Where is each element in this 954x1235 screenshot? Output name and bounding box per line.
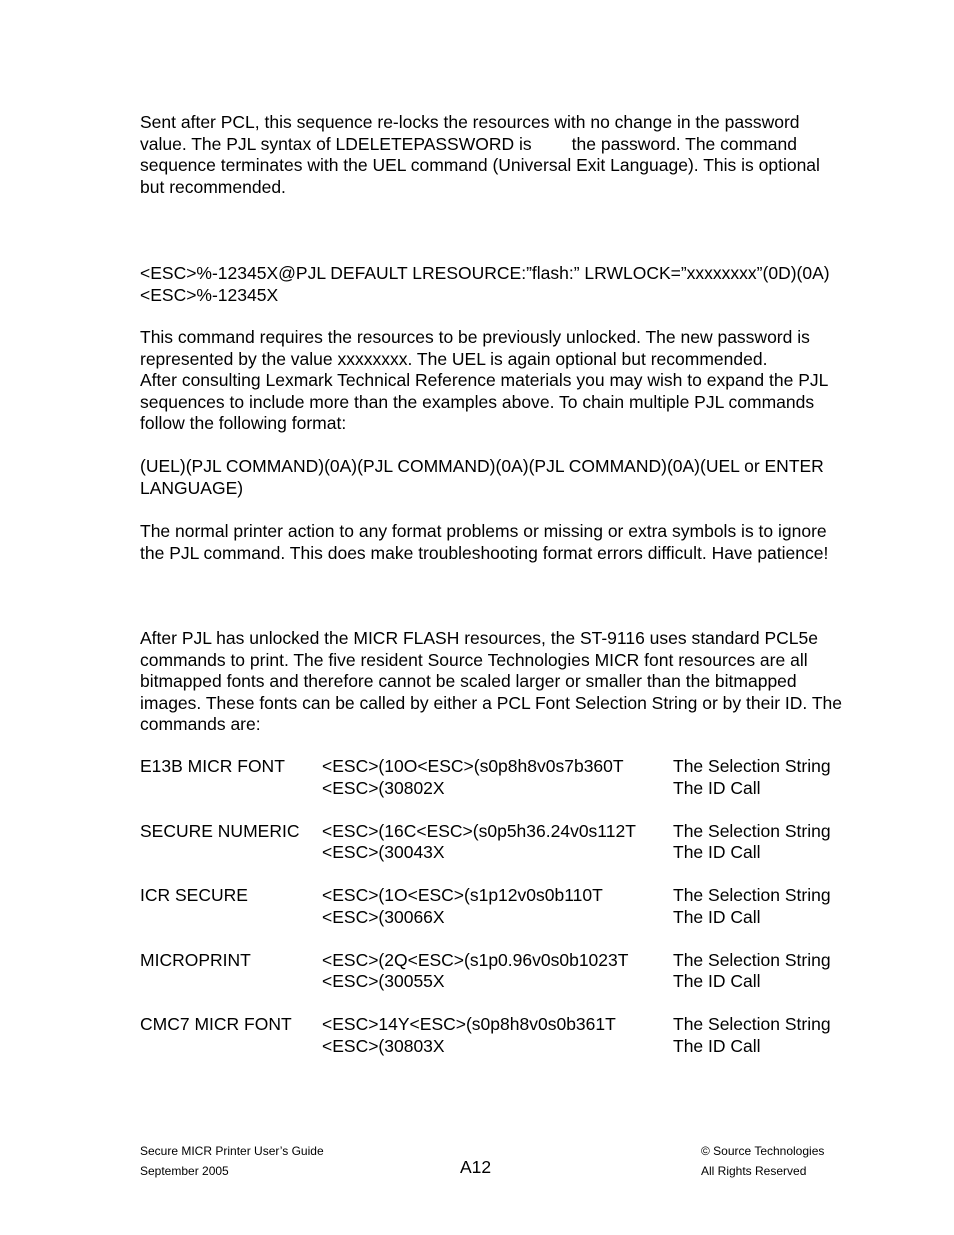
font-descriptions [673,950,831,993]
selection-command: <ESC>(2Q<ESC>(s1p0.96v0s0b1023T [322,949,629,970]
text-line: After consulting Lexmark Technical Reference materials you may wish to expand the PJL [140,370,829,391]
font-name: CMC7 MICR FONT [140,1014,292,1034]
micr-font-command-table [140,756,910,1079]
font-name: E13B MICR FONT [140,756,285,776]
selection-label: The Selection String [673,820,831,841]
selection-label: The Selection String [673,885,831,905]
text-line: <ESC>%-12345X@PJL DEFAULT LRESOURCE:”flash:” LRWLOCK=”xxxxxxxx”(0D)(0A) [140,263,830,283]
selection-label: The Selection String [673,1014,831,1034]
paragraph-micr-fonts [140,628,910,736]
text-line: After PJL has unlocked the MICR FLASH resources, the ST-9116 uses standard PCL5e [140,628,818,648]
copyright: © Source Technologies [701,1144,825,1158]
font-row-e13b [140,756,910,799]
font-descriptions [673,756,831,799]
pjl-command-example [140,263,910,306]
selection-command: <ESC>(10O<ESC>(s0p8h8v0s7b360T [322,756,624,776]
selection-command: <ESC>14Y<ESC>(s0p8h8v0s0b361T [322,1014,616,1034]
text-line: sequences to include more than the examples above. To chain multiple PJL commands [140,391,815,412]
font-commands [322,885,603,928]
font-descriptions [673,821,831,864]
paragraph-password-change [140,327,910,435]
footer-right [701,1141,824,1181]
id-label: The ID Call [673,777,761,798]
pjl-chain-format [140,456,910,499]
selection-command: <ESC>(1O<ESC>(s1p12v0s0b110T [322,885,603,905]
text-line: commands are: [140,714,261,735]
font-row-cmc7 [140,1014,910,1057]
text-line: represented by the value xxxxxxxx. The UEL is again optional but recommended. [140,348,768,369]
rights-reserved: All Rights Reserved [701,1164,807,1178]
id-command: <ESC>(30055X [322,971,445,992]
text-line [140,134,910,156]
text-line: follow the following format: [140,413,347,434]
selection-label: The Selection String [673,756,831,776]
id-command: <ESC>(30802X [322,777,445,798]
page-footer [140,1141,840,1181]
font-row-secure-numeric [140,821,910,864]
id-command: <ESC>(30066X [322,906,445,927]
id-command: <ESC>(30043X [322,842,445,863]
text-line: bitmapped fonts and therefore cannot be scaled larger or smaller than the bitmapped [140,671,797,692]
font-commands [322,950,628,993]
text-line: LANGUAGE) [140,477,244,498]
text-segment: the password. The command [571,133,797,154]
page-number: A12 [460,1157,492,1177]
id-command: <ESC>(30803X [322,1035,445,1056]
id-label: The ID Call [673,1035,761,1056]
font-commands [322,756,624,799]
text-line: <ESC>%-12345X [140,284,279,305]
text-segment: value. The PJL syntax of LDELETEPASSWORD is [140,133,532,154]
id-label: The ID Call [673,906,761,927]
font-name: SECURE NUMERIC [140,820,300,841]
text-line: the PJL command. This does make troubleshooting format errors difficult. Have patience! [140,542,829,563]
font-descriptions [673,885,831,928]
paragraph-format-problems [140,521,910,564]
text-line: sequence terminates with the UEL command (Universal Exit Language). This is optional [140,155,820,176]
selection-command: <ESC>(16C<ESC>(s0p5h36.24v0s112T [322,820,636,841]
text-line: This command requires the resources to be previously unlocked. The new password is [140,327,810,347]
text-line: but recommended. [140,176,286,197]
footer-left [140,1141,324,1181]
guide-title: Secure MICR Printer User’s Guide [140,1144,324,1158]
text-line: (UEL)(PJL COMMAND)(0A)(PJL COMMAND)(0A)(PJL COMMAND)(0A)(UEL or ENTER [140,456,824,476]
paragraph-relock [140,112,910,198]
text-line: The normal printer action to any format problems or missing or extra symbols is to ignore [140,521,827,541]
font-commands [322,1014,616,1057]
font-name: MICROPRINT [140,949,251,970]
text-line: Sent after PCL, this sequence re-locks the resources with no change in the password [140,112,800,132]
font-row-microprint [140,950,910,993]
font-row-icr-secure [140,885,910,928]
text-line: images. These fonts can be called by either a PCL Font Selection String or by their ID. The [140,692,842,713]
font-commands [322,821,636,864]
publication-date: September 2005 [140,1164,229,1178]
font-name: ICR SECURE [140,885,248,905]
selection-label: The Selection String [673,949,831,970]
text-line: commands to print. The five resident Source Technologies MICR font resources are all [140,649,808,670]
id-label: The ID Call [673,971,761,992]
font-descriptions [673,1014,831,1057]
id-label: The ID Call [673,842,761,863]
